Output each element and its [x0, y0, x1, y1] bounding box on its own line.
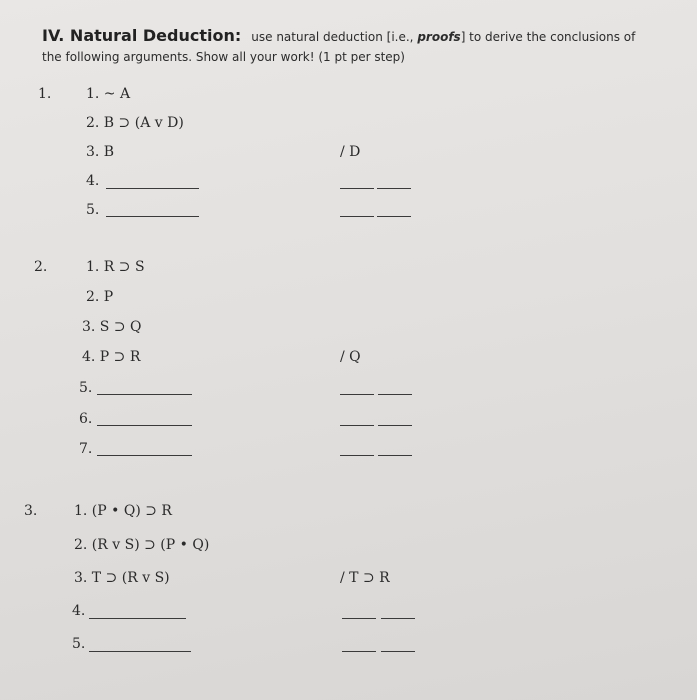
problem-3-step-5-blank[interactable] — [89, 651, 191, 652]
problem-3-conclusion: / T ⊃ R — [340, 570, 390, 586]
problem-1-step-5-justification-a[interactable] — [340, 216, 374, 217]
problem-1-step-4-label: 4. — [86, 173, 100, 189]
problem-2-step-6-justification-a[interactable] — [340, 425, 374, 426]
problem-2-step-7-justification-b[interactable] — [378, 455, 412, 456]
problem-3-number: 3. — [24, 503, 38, 519]
problem-3-premise-1: 1. (P • Q) ⊃ R — [74, 503, 172, 519]
problem-2-premise-3: 3. S ⊃ Q — [82, 319, 142, 335]
problem-2-step-5-justification-b[interactable] — [378, 394, 412, 395]
problem-3-step-4-justification-a[interactable] — [342, 618, 376, 619]
problem-2-step-7-justification-a[interactable] — [340, 455, 374, 456]
problem-2-step-6-justification-b[interactable] — [378, 425, 412, 426]
problem-1-step-5-blank[interactable] — [106, 216, 199, 217]
instructions-emphasis: proofs — [417, 30, 461, 44]
problem-2-premise-4: 4. P ⊃ R — [82, 349, 141, 365]
problem-1-number: 1. — [38, 86, 52, 102]
section-header — [42, 26, 682, 67]
problem-2-number: 2. — [34, 259, 48, 275]
problem-3-premise-2: 2. (R v S) ⊃ (P • Q) — [74, 537, 210, 553]
problem-2-step-7-blank[interactable] — [97, 455, 192, 456]
problem-2-step-6-blank[interactable] — [97, 425, 192, 426]
problem-3-step-4-label: 4. — [72, 603, 86, 619]
problem-1-step-5-justification-b[interactable] — [377, 216, 411, 217]
problem-1-premise-1: 1. ~ A — [86, 86, 131, 102]
problem-3-step-5-justification-b[interactable] — [381, 651, 415, 652]
problem-2-conclusion: / Q — [340, 349, 361, 365]
section-title: IV. Natural Deduction: — [42, 26, 242, 45]
problem-1-step-5-label: 5. — [86, 202, 100, 218]
problem-3-step-5-label: 5. — [72, 636, 86, 652]
problem-2-premise-2: 2. P — [86, 289, 114, 305]
problem-2-step-5-blank[interactable] — [97, 394, 192, 395]
instructions-part-b: ] to derive the conclusions of — [460, 30, 636, 44]
problem-1-premise-2: 2. B ⊃ (A v D) — [86, 115, 184, 131]
problem-1-step-4-justification-b[interactable] — [377, 188, 411, 189]
instructions-part-a: use natural deduction [i.e., — [251, 30, 414, 44]
problem-2-step-6-label: 6. — [79, 411, 93, 427]
problem-3-step-4-blank[interactable] — [89, 618, 186, 619]
problem-1-conclusion: / D — [340, 144, 361, 160]
problem-3-step-4-justification-b[interactable] — [381, 618, 415, 619]
problem-1-premise-3: 3. B — [86, 144, 115, 160]
problem-1-step-4-blank[interactable] — [106, 188, 199, 189]
problem-3-step-5-justification-a[interactable] — [342, 651, 376, 652]
problem-2-step-5-label: 5. — [79, 380, 93, 396]
problem-2-premise-1: 1. R ⊃ S — [86, 259, 145, 275]
problem-2-step-5-justification-a[interactable] — [340, 394, 374, 395]
instructions-part-c: the following arguments. Show all your work! (1 pt per step) — [42, 50, 405, 64]
problem-1-step-4-justification-a[interactable] — [340, 188, 374, 189]
problem-2-step-7-label: 7. — [79, 441, 93, 457]
problem-3-premise-3: 3. T ⊃ (R v S) — [74, 570, 170, 586]
